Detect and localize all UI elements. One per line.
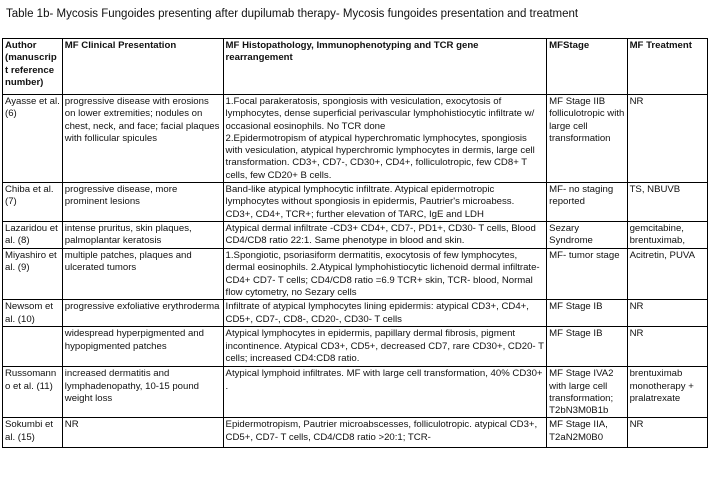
clinical-cell: progressive exfoliative erythroderma [62, 300, 223, 327]
author-cell: Newsom et al. (10) [3, 300, 63, 327]
clinical-cell: NR [62, 418, 223, 448]
treatment-cell: TS, NBUVB [627, 183, 707, 222]
treatment-cell: brentuximab monotherapy + pralatrexate [627, 367, 707, 418]
stage-cell: MF Stage IIB folliculotropic with large cell transformation [547, 95, 627, 183]
stage-cell: Sezary Syndrome [547, 222, 627, 249]
header-author: Author (manuscript reference number) [3, 39, 63, 95]
table-row [3, 95, 708, 183]
stage-cell: MF- no staging reported [547, 183, 627, 222]
header-histo: MF Histopathology, Immunophenotyping and TCR gene rearrangement [223, 39, 547, 95]
author-cell [3, 327, 63, 367]
stage-cell: MF Stage IB [547, 300, 627, 327]
treatment-cell: NR [627, 327, 707, 367]
histo-cell: 1.Focal parakeratosis, spongiosis with vesiculation, exocytosis of lymphocytes, dense superficial perivascular lymphohistiocytic infiltrate w/ occasional eosinophils. No TCR done 2.Epidermotropism of atypical hyperchromatic lymphocytes, spongiosis with vesiculation, atypical hyperchromic lymphocytes in dermis, large cell transformation. CD3+, CD7-, CD30+, CD4+, folliculotropic, few CD8+ T cells, few CD20+ B cells. [223, 95, 547, 183]
mf-table [2, 38, 708, 448]
author-cell: Ayasse et al. (6) [3, 95, 63, 183]
stage-cell: MF Stage IB [547, 327, 627, 367]
header-clinical: MF Clinical Presentation [62, 39, 223, 95]
clinical-cell: progressive disease, more prominent lesions [62, 183, 223, 222]
clinical-cell: progressive disease with erosions on lower extremities; nodules on chest, neck, and face; facial plaques with follicular spicules [62, 95, 223, 183]
stage-cell: MF Stage IIA, T2aN2M0B0 [547, 418, 627, 448]
header-stage: MFStage [547, 39, 627, 95]
treatment-cell: gemcitabine, brentuximab, [627, 222, 707, 249]
histo-cell: Atypical lymphoid infiltrates. MF with large cell transformation, 40% CD30+ . [223, 367, 547, 418]
table-row [3, 418, 708, 448]
table-title: Table 1b- Mycosis Fungoides presenting after dupilumab therapy- Mycosis fungoides presentation and treatment [6, 8, 579, 20]
treatment-cell: NR [627, 418, 707, 448]
table-row [3, 222, 708, 249]
author-cell: Chiba et al. (7) [3, 183, 63, 222]
clinical-cell: multiple patches, plaques and ulcerated tumors [62, 249, 223, 300]
histo-cell: Atypical lymphocytes in epidermis, papillary dermal fibrosis, pigment incontinence. Atypical CD3+, CD5+, decreased CD7, rare CD30+, CD20- T cells; increased CD4:CD8 ratio. [223, 327, 547, 367]
clinical-cell: widespread hyperpigmented and hypopigmented patches [62, 327, 223, 367]
header-treatment: MF Treatment [627, 39, 707, 95]
treatment-cell: NR [627, 95, 707, 183]
treatment-cell: Acitretin, PUVA [627, 249, 707, 300]
histo-cell: Band-like atypical lymphocytic infiltrate. Atypical epidermotropic lymphocytes without spongiosis in epidermis, Pautrier's microabess. CD3+, CD4+, TCR+; further elevation of TARC, IgE and LDH [223, 183, 547, 222]
treatment-cell: NR [627, 300, 707, 327]
header-row [3, 39, 708, 95]
histo-cell: 1.Spongiotic, psoriasiform dermatitis, exocytosis of few lymphocytes, dermal eosinophils. 2.Atypical lymphohistiocytic lichenoid dermal infiltrate- CD4+ CD7- T cells; CD4/CD8 ratio =6.9 TCR+ skin, TCR- blood, Normal flow cytometry, no Sezary cells [223, 249, 547, 300]
table-row [3, 367, 708, 418]
histo-cell: Infiltrate of atypical lymphocytes lining epidermis: atypical CD3+, CD4+, CD5+, CD7-, CD8-, CD20-, CD30- T cells [223, 300, 547, 327]
table-row [3, 183, 708, 222]
histo-cell: Atypical dermal infiltrate -CD3+ CD4+, CD7-, PD1+, CD30- T cells, Blood CD4/CD8 ratio 22:1. Same phenotype in blood and skin. [223, 222, 547, 249]
table-row [3, 300, 708, 327]
clinical-cell: increased dermatitis and lymphadenopathy, 10-15 pound weight loss [62, 367, 223, 418]
table-row [3, 249, 708, 300]
author-cell: Miyashiro et al. (9) [3, 249, 63, 300]
clinical-cell: intense pruritus, skin plaques, palmoplantar keratosis [62, 222, 223, 249]
author-cell: Lazaridou et al. (8) [3, 222, 63, 249]
table-row [3, 327, 708, 367]
histo-cell: Epidermotropism, Pautrier microabscesses, folliculotropic. atypical CD3+, CD5+, CD7- T cells, CD4/CD8 ratio >20:1; TCR- [223, 418, 547, 448]
stage-cell: MF- tumor stage [547, 249, 627, 300]
stage-cell: MF Stage IVA2 with large cell transformation; T2bN3M0B1b [547, 367, 627, 418]
author-cell: Sokumbi et al. (15) [3, 418, 63, 448]
author-cell: Russomanno et al. (11) [3, 367, 63, 418]
